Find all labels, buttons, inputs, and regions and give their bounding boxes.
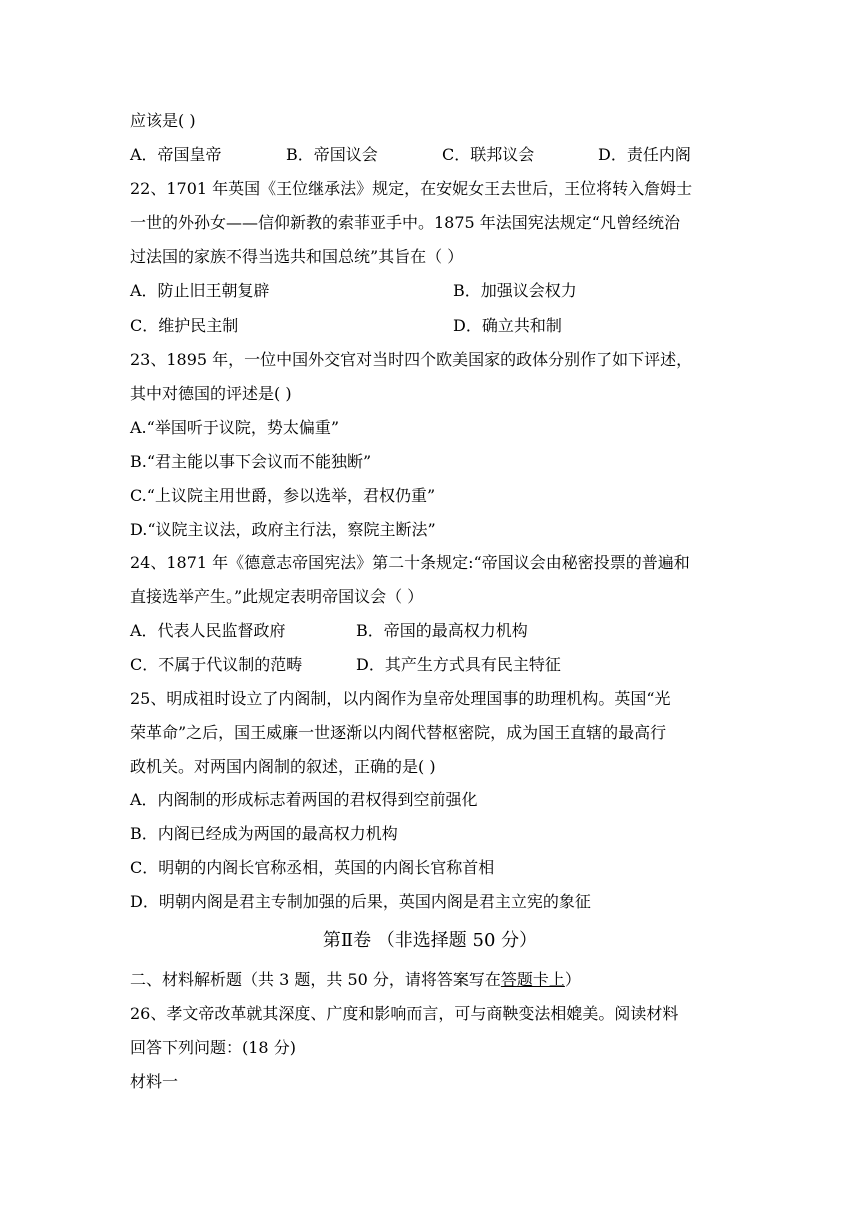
q23-line-2: 其中对德国的评述是( ) — [130, 384, 292, 403]
q24-option-c: C．不属于代议制的范畴 — [130, 655, 303, 674]
q26-material-label: 材料一 — [130, 1072, 179, 1091]
q21-option-b: B．帝国议会 — [286, 145, 378, 164]
q22-option-b: B．加强议会权力 — [453, 281, 577, 300]
q22-option-c: C．维护民主制 — [130, 316, 239, 335]
q24-line-2: 直接选举产生。”此规定表明帝国议会（ ） — [130, 587, 424, 606]
q26-line-2: 回答下列问题：(18 分) — [130, 1038, 296, 1057]
q26-line-1: 26、孝文帝改革就其深度、广度和影响而言，可与商鞅变法相媲美。阅读材料 — [130, 1004, 679, 1023]
q22-option-d: D．确立共和制 — [453, 316, 562, 335]
q24-option-a: A．代表人民监督政府 — [130, 621, 286, 640]
q25-line-3: 政机关。对两国内阁制的叙述，正确的是( ) — [130, 757, 436, 776]
answer-card-underlined: 答题卡上 — [500, 970, 565, 989]
q25-option-d: D．明朝内阁是君主专制加强的后果，英国内阁是君主立宪的象征 — [130, 892, 591, 911]
q24-line-1: 24、1871 年《德意志帝国宪法》第二十条规定:“帝国议会由秘密投票的普遍和 — [130, 553, 690, 572]
q25-line-2: 荣革命”之后，国王威廉一世逐渐以内阁代替枢密院，成为国王直辖的最高行 — [130, 723, 667, 742]
q21-stem-end: 应该是( ) — [130, 111, 196, 130]
q25-option-a: A．内阁制的形成标志着两国的君权得到空前强化 — [130, 790, 478, 809]
q22-line-2: 一世的外孙女——信仰新教的索菲亚手中。1875 年法国宪法规定“凡曾经统治 — [130, 213, 680, 232]
q22-line-3: 过法国的家族不得当选共和国总统”其旨在（ ） — [130, 247, 464, 266]
part2-title: 第Ⅱ卷 （非选择题 50 分） — [322, 930, 538, 951]
q23-line-1: 23、1895 年，一位中国外交官对当时四个欧美国家的政体分别作了如下评述， — [130, 350, 693, 369]
q21-option-a: A．帝国皇帝 — [130, 145, 222, 164]
q22-line-1: 22、1701 年英国《王位继承法》规定，在安妮女王去世后，王位将转入詹姆士 — [130, 179, 693, 198]
section-heading-suffix: ） — [564, 970, 581, 989]
q23-option-d: D.“议院主议法，政府主行法，察院主断法” — [130, 520, 436, 539]
q23-option-c: C.“上议院主用世爵，参以选举，君权仍重” — [130, 486, 436, 505]
q23-option-b: B.“君主能以事下会议而不能独断” — [130, 452, 372, 471]
q25-option-c: C．明朝的内阁长官称丞相，英国的内阁长官称首相 — [130, 858, 495, 877]
q25-line-1: 25、明成祖时设立了内阁制，以内阁作为皇帝处理国事的助理机构。英国“光 — [130, 689, 671, 708]
part2-section-heading — [130, 969, 581, 991]
q23-option-a: A.“举国听于议院，势太偏重” — [130, 418, 340, 437]
q24-option-d: D．其产生方式具有民主特征 — [356, 655, 561, 674]
q24-option-b: B．帝国的最高权力机构 — [356, 621, 528, 640]
section-heading-prefix: 二、材料解析题（共 3 题，共 50 分，请将答案写在 — [130, 970, 501, 989]
q22-option-a: A．防止旧王朝复辟 — [130, 281, 270, 300]
q21-option-c: C．联邦议会 — [442, 145, 535, 164]
q25-option-b: B．内阁已经成为两国的最高权力机构 — [130, 824, 398, 843]
q21-option-d: D．责任内阁 — [598, 145, 691, 164]
